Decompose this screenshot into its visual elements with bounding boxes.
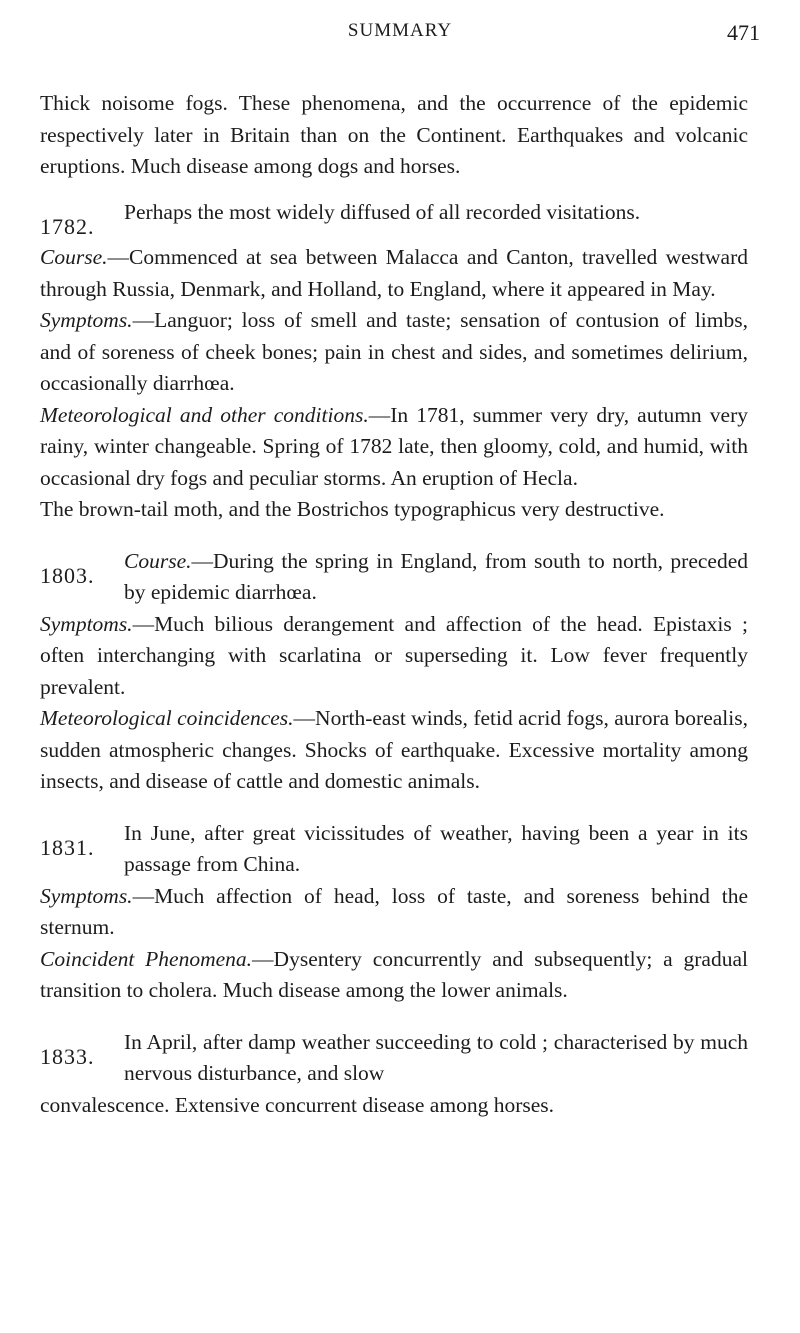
- entry-1782-lead: Perhaps the most widely diffused of all recorded visitations.: [124, 199, 641, 224]
- meteorological-text: —In 1781, summer very dry, autumn very rainy, winter changeable. Spring of 1782 late, then gloomy, cold, and humid, with occasional dry fogs and peculiar storms. An eruption of Hecla.: [40, 402, 748, 490]
- meteorological-label: Meteorological and other conditions.: [40, 402, 369, 427]
- symptoms-label: Symptoms.: [40, 883, 133, 908]
- entry-1782-meteorological: [40, 400, 748, 495]
- entry-1782: [40, 197, 748, 243]
- symptoms-label: Symptoms.: [40, 611, 133, 636]
- page-body: [40, 88, 748, 1121]
- entry-1803-symptoms: [40, 609, 748, 704]
- running-title: SUMMARY: [347, 20, 453, 41]
- symptoms-text: —Much bilious derangement and affection of the head. Epistaxis ; often interchanging with scarlatina or superseding it. Low fever frequently prevalent.: [40, 611, 748, 699]
- coincident-label: Coincident Phenomena.: [40, 946, 253, 971]
- course-text: —Commenced at sea between Malacca and Canton, travelled westward through Russia, Denmark, and Holland, to England, where it appeared in May.: [40, 245, 748, 301]
- course-label: Course.: [40, 245, 108, 269]
- page-number: 471: [727, 20, 760, 45]
- meteorological-text: —North-east winds, fetid acrid fogs, aurora borealis, sudden atmospheric changes. Shocks of earthquake. Excessive mortality among insects, and disease of cattle and domestic animals.: [40, 706, 748, 793]
- meteorological-label: Meteorological coincidences.: [40, 706, 294, 730]
- year-marker-1831: 1831.: [40, 834, 95, 860]
- entry-1833: [40, 1027, 748, 1090]
- entry-1803-meteorological: [40, 703, 748, 798]
- course-label: Course.: [124, 548, 192, 573]
- coincident-text: —Dysentery concurrently and subsequently; a gradual transition to cholera. Much disease among the lower animals.: [40, 946, 748, 1002]
- entry-1831-symptoms: [40, 881, 748, 944]
- year-marker-1833: 1833.: [40, 1043, 95, 1069]
- paragraph-continued: Thick noisome fogs. These phenomena, and the occurrence of the epidemic respectively later in Britain than on the Continent. Earthquakes and volcanic eruptions. Much disease among dogs and horses.: [40, 91, 748, 178]
- entry-1831-lead: In June, after great vicissitudes of weather, having been a year in its passage from China.: [124, 820, 748, 876]
- entry-1803-course: [124, 546, 748, 609]
- symptoms-text: —Much affection of head, loss of taste, and soreness behind the sternum.: [40, 883, 748, 939]
- entry-1831: [40, 818, 748, 881]
- entry-1831-coincident: [40, 944, 748, 1007]
- symptoms-text: —Languor; loss of smell and taste; sensation of contusion of limbs, and of soreness of cheek bones; pain in chest and sides, and sometimes delirium, occasionally diarrhœa.: [40, 308, 748, 395]
- page-header: [40, 20, 760, 50]
- entry-1782-course: [40, 242, 748, 305]
- year-marker-1803: 1803.: [40, 562, 95, 588]
- year-marker-1782: 1782.: [40, 213, 95, 239]
- entry-1782-symptoms: [40, 305, 748, 400]
- symptoms-label: Symptoms.: [40, 308, 133, 332]
- entry-1833-lead: In April, after damp weather succeeding to cold ; characterised by much nervous disturbance, and slow: [124, 1029, 748, 1085]
- course-text: —During the spring in England, from south to north, preceded by epidemic diarrhœa.: [124, 548, 748, 604]
- entry-1803: [40, 546, 748, 609]
- entry-1833-continued: convalescence. Extensive concurrent disease among horses.: [40, 1092, 555, 1117]
- entry-1782-extra: The brown-tail moth, and the Bostrichos typographicus very destructive.: [40, 497, 665, 521]
